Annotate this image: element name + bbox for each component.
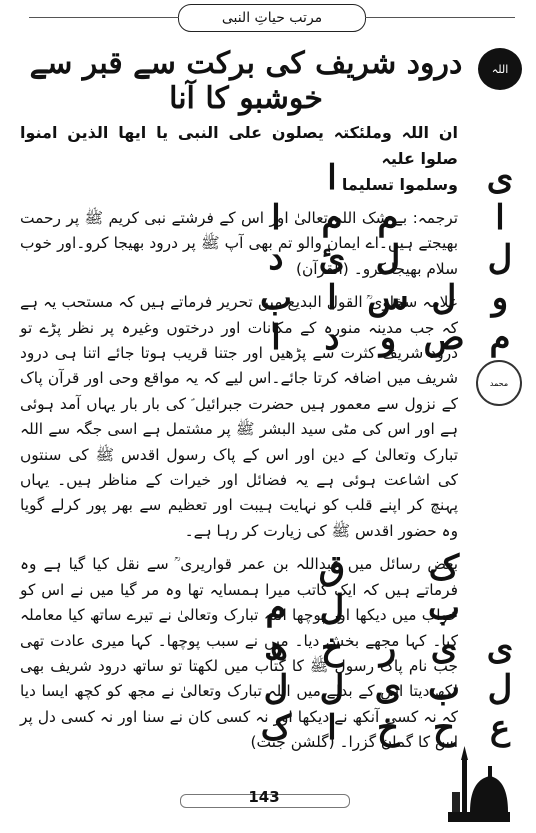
chapter-title: درود شریف کی برکت سے قبر سے خوشبو کا آنا: [29, 46, 463, 116]
sidebar-calligraphy-top: مولای صل وسلم دائما ابدا: [256, 158, 520, 358]
mosque-dome-icon: [440, 742, 510, 824]
main-text: [20, 120, 458, 756]
running-title: مرتب حیاتِ النبی: [221, 10, 323, 26]
body-paragraph-1: علامہ سخاوی ؒ القول البدیع میں تحریر فرماتے ہیں کہ مستحب یہ ہے کہ جب مدینہ منورہ کے مکانات اور درختوں وغیرہ پر نظر پڑے تو درود شریف کثرت سے پڑھیں اور جتنا قریب ہوتا جائے اتنا ہی درود شریف میں اضافہ کرتا جائے۔اس لیے کہ یہ مواقع وحی اور قرآن پاک کے نزول سے معمور ہیں حضرت جبرائیل ؑ کی بار بار یہاں آمد ہوئی ہے اور اس کی مٹی سید البشر ﷺ پر مشتمل ہے اسی جگہ سے اللہ تبارک وتعالیٰ کے دین اور اس کے پاک رسول اقدس ﷺ کی سنتوں کی اشاعت ہوئی ہے یہ فضائل اور خیرات کے مناظر ہیں۔ یہاں پہنچ کر اپنے قلب کو نہایت ہیبت اور تعظیم سے بھر پور کرلے گویا وہ حضور اقدس ﷺ کی زیارت کر رہا ہے۔: [20, 293, 458, 540]
chapter-title-row: [10, 42, 526, 116]
body-paragraph-2: بعض رسائل میں عبداللہ بن عمر قواریری ؒ سے نقل کیا گیا ہے وہ فرماتے ہیں کہ ایک کاتب میرا ہمسایہ تھا وہ مر گیا میں نے اس کو خواب میں دیکھا اور پوچھا اللہ تبارک وتعالیٰ نے تیرے ساتھ کیا معاملہ کیا۔ کہا مجھے بخش دیا۔ میں نے سبب پوچھا۔ کہا میری عادت تھی جب نام پاک رسول ﷺ کا کتاب میں لکھتا تو ساتھ درود شریف بھی لکھ دیتا اس کے بدلے میں اللہ تبارک وتعالیٰ نے مجھ کو کچھ ایسا دیا کہ نہ کسی آنکھ نے دیکھا اور نہ کسی کان نے سنا اور نہ کسی دل پر اس کا گمان گزرا۔ (گلشن جنت): [20, 555, 458, 752]
arabic-verse-line-1: ان اللہ وملئکتہ یصلون علی النبی یا ایھا الذین امنوا صلوا علیہ: [20, 123, 458, 168]
sidebar-calligraphy-bottom: علی حبیبک خیر الخلق کلھم: [256, 548, 520, 748]
arabic-verse: [20, 120, 458, 198]
rosette-ornament-icon: محمد: [476, 360, 522, 406]
allah-badge-icon: اللہ: [478, 48, 522, 90]
running-header: [178, 4, 366, 32]
arabic-verse-line-2: وسلموا تسلیما: [341, 175, 458, 194]
page-number: 143: [224, 788, 304, 812]
translation-paragraph: ترجمہ: بے شک اللہ تعالیٰ اور اس کے فرشتے نبی کریم ﷺ پر رحمت بھیجتے ہیں۔اے ایمان والو تم بھی آپ ﷺ پر درود بھیجا کرو۔اور خوب سلام بھیجا کرو۔ (القرآن): [20, 209, 458, 278]
